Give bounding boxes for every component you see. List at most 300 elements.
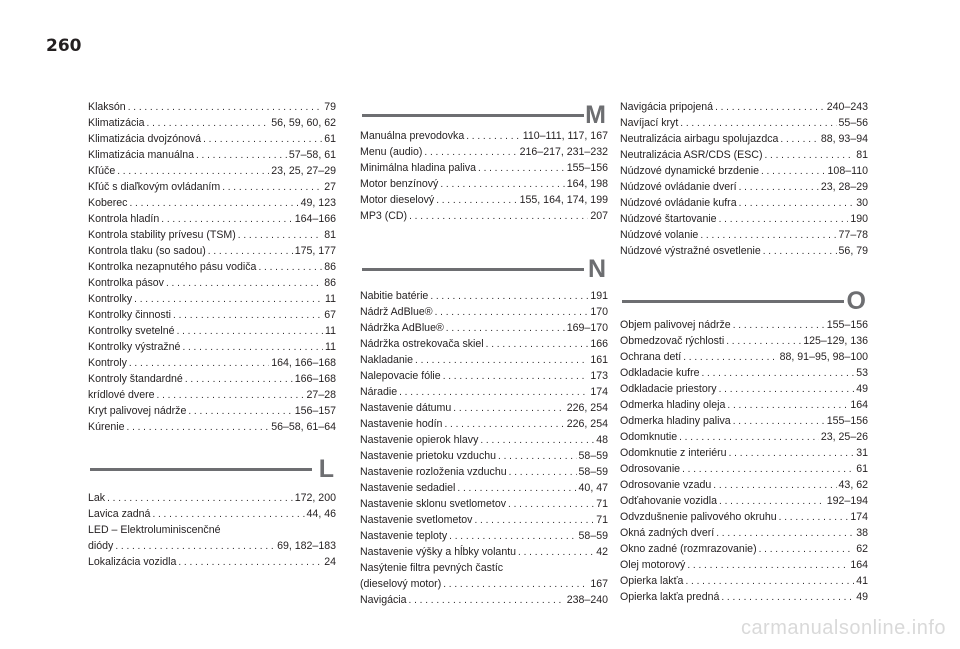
index-term: Nastavenie rozloženia vzduchu (360, 466, 507, 478)
index-entry (88, 339, 336, 355)
index-term: Nastavenie teploty (360, 530, 448, 542)
index-entry (360, 288, 608, 304)
index-term: Kúrenie (88, 421, 125, 433)
index-term: MP3 (CD) (360, 210, 408, 222)
index-term: Kontrola hladín (88, 213, 160, 225)
index-pages: 226, 254 (566, 418, 608, 430)
index-entry (88, 522, 336, 538)
dot-leader (424, 144, 517, 161)
index-term: Odvzdušnenie palivového okruhu (620, 511, 777, 523)
index-entry (88, 259, 336, 275)
index-entry (360, 128, 608, 144)
index-term: Okná zadných dverí (620, 527, 715, 539)
index-pages: 49 (856, 591, 868, 603)
index-pages: 170 (590, 306, 608, 318)
index-pages: 88, 91–95, 98–100 (779, 351, 868, 363)
index-pages: 31 (856, 447, 868, 459)
letter-heading-n (360, 254, 608, 284)
index-entry (360, 464, 608, 480)
index-term: Nádržka AdBlue® (360, 322, 444, 334)
index-pages: 61 (324, 133, 336, 145)
index-pages: 81 (324, 229, 336, 241)
index-entry (360, 544, 608, 560)
index-entry (360, 512, 608, 528)
index-pages: 164, 166–168 (271, 357, 336, 369)
index-pages: 58–59 (578, 466, 608, 478)
index-entry (620, 211, 868, 227)
index-term: Opierka lakťa (620, 575, 684, 587)
index-term: Kontrolky výstražné (88, 341, 181, 353)
index-entry (360, 432, 608, 448)
index-term: Kontrolky svetelné (88, 325, 175, 337)
index-entry (620, 333, 868, 349)
index-entry (88, 275, 336, 291)
section-rule (90, 468, 312, 471)
dot-leader (443, 576, 588, 593)
index-term: Klimatizácia manuálna (88, 149, 194, 161)
index-entry (620, 493, 868, 509)
index-entry (620, 99, 868, 115)
index-section-k (88, 99, 336, 435)
index-entry (360, 176, 608, 192)
index-entry (620, 477, 868, 493)
index-pages: 24 (324, 556, 336, 568)
index-entry (88, 387, 336, 403)
index-entry (88, 211, 336, 227)
dot-leader (739, 195, 855, 212)
section-rule (362, 268, 584, 271)
index-term: diódy (88, 540, 114, 552)
dot-leader (409, 592, 565, 609)
index-entry (360, 192, 608, 208)
index-pages: 207 (590, 210, 608, 222)
index-pages: 57–58, 61 (288, 149, 336, 161)
index-entry (88, 307, 336, 323)
index-term: Klimatizácia dvojzónová (88, 133, 202, 145)
index-term: Kontrolky (88, 293, 133, 305)
dot-leader (157, 387, 305, 404)
index-term: Neutralizácia airbagu spolujazdca (620, 133, 779, 145)
index-term: Núdzové štartovanie (620, 213, 717, 225)
index-pages: 238–240 (566, 594, 608, 606)
dot-leader (733, 317, 825, 334)
index-term: Menu (audio) (360, 146, 423, 158)
index-entry (360, 160, 608, 176)
index-entry (360, 528, 608, 544)
dot-leader (680, 115, 836, 132)
watermark: carmanualsonline.info (740, 617, 946, 639)
dot-leader (739, 179, 819, 196)
section-letter: O (846, 287, 866, 315)
index-pages: 55–56 (838, 117, 868, 129)
dot-leader (203, 131, 322, 148)
dot-leader (726, 333, 801, 350)
index-pages: 174 (590, 386, 608, 398)
index-pages: 23, 28–29 (820, 181, 868, 193)
index-term: Núdzové ovládanie dverí (620, 181, 737, 193)
dot-leader (127, 419, 270, 436)
dot-leader (486, 336, 589, 353)
dot-leader (478, 160, 565, 177)
index-entry (88, 195, 336, 211)
dot-leader (166, 275, 322, 292)
index-term: Motor dieselový (360, 194, 435, 206)
index-entry (360, 416, 608, 432)
index-term: Kontrola tlaku (so sadou) (88, 245, 206, 257)
dot-leader (719, 493, 825, 510)
page-number: 260 (46, 36, 82, 56)
index-pages: 226, 254 (566, 402, 608, 414)
index-pages: 41 (856, 575, 868, 587)
index-term: Nastavenie opierok hlavy (360, 434, 479, 446)
index-pages: 190 (850, 213, 868, 225)
index-pages: 155–156 (566, 162, 608, 174)
index-term: Odkladacie kufre (620, 367, 700, 379)
index-term: Lokalizácia vozidla (88, 556, 177, 568)
index-entry (88, 554, 336, 570)
index-term: Odťahovanie vozidla (620, 495, 718, 507)
index-pages: 161 (590, 354, 608, 366)
index-term: Nastavenie výšky a hĺbky volantu (360, 546, 517, 558)
dot-leader (443, 368, 589, 385)
index-entry (88, 291, 336, 307)
index-term: Nastavenie sedadiel (360, 482, 456, 494)
index-term: Navigácia (360, 594, 407, 606)
index-entry (620, 131, 868, 147)
index-pages: 164, 198 (566, 178, 608, 190)
index-term: Kryt palivovej nádrže (88, 405, 187, 417)
dot-leader (764, 147, 854, 164)
index-pages: 69, 182–183 (277, 540, 336, 552)
dot-leader (435, 304, 589, 321)
index-entry (360, 144, 608, 160)
index-term: Minimálna hladina paliva (360, 162, 477, 174)
index-pages: 27–28 (306, 389, 336, 401)
dot-leader (733, 413, 825, 430)
index-entry (88, 163, 336, 179)
index-entry (88, 323, 336, 339)
index-term: Núdzové dynamické brzdenie (620, 165, 759, 177)
index-pages: 173 (590, 370, 608, 382)
dot-leader (134, 291, 323, 308)
index-pages: 49, 123 (300, 197, 336, 209)
section-rule (622, 300, 844, 303)
index-term: krídlové dvere (88, 389, 155, 401)
index-section-l (88, 490, 336, 570)
index-pages: 11 (325, 341, 336, 353)
index-pages: 40, 47 (578, 482, 608, 494)
dot-leader (444, 416, 564, 433)
index-pages: 62 (856, 543, 868, 555)
index-entry (88, 115, 336, 131)
dot-leader (727, 397, 848, 414)
index-term: Olej motorový (620, 559, 686, 571)
dot-leader (761, 163, 826, 180)
index-entry (360, 368, 608, 384)
index-term: Lak (88, 492, 106, 504)
index-term: Nastavenie sklonu svetlometov (360, 498, 507, 510)
letter-heading-o (620, 286, 868, 316)
dot-leader (713, 477, 836, 494)
index-pages: 61 (856, 463, 868, 475)
index-term: Náradie (360, 386, 398, 398)
index-term: Okno zadné (rozmrazovanie) (620, 543, 757, 555)
dot-leader (446, 320, 565, 337)
index-pages: 56, 79 (838, 245, 868, 257)
dot-leader (129, 195, 298, 212)
index-term: Kontrolka nezapnutého pásu vodiča (88, 261, 257, 273)
index-term: Odrosovanie vzadu (620, 479, 712, 491)
dot-leader (117, 163, 269, 180)
index-pages: 48 (596, 434, 608, 446)
index-term: Lavica zadná (88, 508, 151, 520)
index-entry (360, 384, 608, 400)
index-term: Ochrana detí (620, 351, 682, 363)
index-section-o (620, 317, 868, 605)
index-pages: 164 (850, 559, 868, 571)
index-entry (620, 541, 868, 557)
index-pages: 49 (856, 383, 868, 395)
index-pages: 44, 46 (306, 508, 336, 520)
dot-leader (222, 179, 322, 196)
index-term: Kontrola stability prívesu (TSM) (88, 229, 236, 241)
index-entry (360, 592, 608, 608)
index-pages: 192–194 (826, 495, 868, 507)
dot-leader (518, 544, 594, 561)
index-term: Odkladacie priestory (620, 383, 717, 395)
dot-leader (173, 307, 322, 324)
index-pages: 56–58, 61–64 (271, 421, 336, 433)
index-pages: 43, 62 (838, 479, 868, 491)
section-letter: M (585, 101, 606, 129)
dot-leader (685, 573, 854, 590)
index-pages: 216–217, 231–232 (519, 146, 608, 158)
section-letter: L (318, 455, 334, 483)
index-pages: 191 (590, 290, 608, 302)
index-term: Kontroly (88, 357, 127, 369)
index-pages: 81 (856, 149, 868, 161)
dot-leader (182, 339, 323, 356)
index-pages: 11 (325, 325, 336, 337)
dot-leader (719, 381, 855, 398)
index-entry (360, 480, 608, 496)
index-pages: 23, 25, 27–29 (271, 165, 336, 177)
index-term: Kontrolka pásov (88, 277, 164, 289)
index-entry (88, 403, 336, 419)
index-entry (88, 371, 336, 387)
index-entry (88, 99, 336, 115)
dot-leader (152, 506, 304, 523)
index-pages: 79 (324, 101, 336, 113)
index-pages: 23, 25–26 (820, 431, 868, 443)
dot-leader (716, 525, 854, 542)
index-entry (620, 179, 868, 195)
index-entry (360, 400, 608, 416)
index-pages: 67 (324, 309, 336, 321)
index-entry (620, 445, 868, 461)
index-pages: 169–170 (566, 322, 608, 334)
index-term: Neutralizácia ASR/CDS (ESC) (620, 149, 763, 161)
index-entry (360, 496, 608, 512)
dot-leader (161, 211, 292, 228)
index-entry (88, 419, 336, 435)
index-term: Nabitie batérie (360, 290, 429, 302)
section-letter: N (587, 255, 606, 283)
index-entry (88, 179, 336, 195)
index-term: Nasýtenie filtra pevných častíc (360, 562, 504, 574)
dot-leader (719, 211, 849, 228)
dot-leader (196, 147, 287, 164)
dot-leader (715, 99, 825, 116)
index-section-m (360, 128, 608, 224)
section-rule (362, 114, 584, 117)
index-entry (360, 560, 608, 576)
dot-leader (466, 128, 521, 145)
index-pages: 155–156 (826, 415, 868, 427)
index-term: Obmedzovač rýchlosti (620, 335, 725, 347)
index-entry (620, 397, 868, 413)
dot-leader (759, 541, 855, 558)
index-entry (620, 227, 868, 243)
index-pages: 166–168 (294, 373, 336, 385)
dot-leader (679, 429, 819, 446)
index-term: Navíjací kryt (620, 117, 679, 129)
dot-leader (449, 528, 576, 545)
index-entry (620, 413, 868, 429)
index-pages: 11 (325, 293, 336, 305)
dot-leader (702, 365, 855, 382)
index-term: Manuálna prevodovka (360, 130, 465, 142)
index-pages: 58–59 (578, 530, 608, 542)
index-term: Opierka lakťa predná (620, 591, 720, 603)
index-entry (360, 304, 608, 320)
dot-leader (415, 352, 588, 369)
index-pages: 42 (596, 546, 608, 558)
dot-leader (729, 445, 855, 462)
index-entry (620, 163, 868, 179)
index-term: Motor benzínový (360, 178, 439, 190)
dot-leader (440, 176, 564, 193)
index-entry (360, 320, 608, 336)
dot-leader (480, 432, 594, 449)
index-term: Odrosovanie (620, 463, 681, 475)
index-entry (620, 381, 868, 397)
index-entry (88, 538, 336, 554)
dot-leader (147, 115, 270, 132)
dot-leader (238, 227, 322, 244)
index-pages: 125–129, 136 (803, 335, 868, 347)
index-term: Odomknutie z interiéru (620, 447, 727, 459)
index-pages: 240–243 (826, 101, 868, 113)
index-entry (620, 243, 868, 259)
index-pages: 71 (596, 498, 608, 510)
index-term: Klaksón (88, 101, 126, 113)
dot-leader (208, 243, 293, 260)
index-term: Navigácia pripojená (620, 101, 714, 113)
index-term: Nastavenie prietoku vzduchu (360, 450, 497, 462)
dot-leader (399, 384, 588, 401)
dot-leader (129, 355, 269, 372)
dot-leader (682, 461, 854, 478)
dot-leader (687, 557, 848, 574)
index-pages: 166 (590, 338, 608, 350)
letter-heading-m (360, 100, 608, 130)
dot-leader (779, 509, 849, 526)
index-term: Nádrž AdBlue® (360, 306, 433, 318)
index-pages: 88, 93–94 (820, 133, 868, 145)
index-term: Odomknutie (620, 431, 678, 443)
index-entry (620, 461, 868, 477)
index-term: Núdzové volanie (620, 229, 699, 241)
dot-leader (763, 243, 837, 260)
index-entry (620, 589, 868, 605)
dot-leader (409, 208, 588, 225)
index-term: Nakladanie (360, 354, 414, 366)
index-entry (620, 525, 868, 541)
dot-leader (128, 99, 323, 116)
index-entry (88, 355, 336, 371)
dot-leader (509, 464, 577, 481)
index-term: Klimatizácia (88, 117, 145, 129)
index-pages: 71 (596, 514, 608, 526)
index-pages: 56, 59, 60, 62 (271, 117, 336, 129)
index-pages: 164–166 (294, 213, 336, 225)
index-entry (88, 131, 336, 147)
dot-leader (115, 538, 275, 555)
letter-heading-l (88, 454, 336, 484)
index-pages: 164 (850, 399, 868, 411)
index-entry (620, 429, 868, 445)
index-pages: 155, 164, 174, 199 (519, 194, 608, 206)
index-entry (620, 317, 868, 333)
index-entry (88, 227, 336, 243)
index-entry (620, 195, 868, 211)
dot-leader (721, 589, 854, 606)
index-term: LED – Elektroluminiscenčné (88, 524, 221, 536)
dot-leader (185, 371, 293, 388)
index-term: Odmerka hladiny oleja (620, 399, 726, 411)
index-entry (620, 573, 868, 589)
index-pages: 174 (850, 511, 868, 523)
index-entry (620, 115, 868, 131)
dot-leader (457, 480, 576, 497)
index-term: Nastavenie svetlometov (360, 514, 473, 526)
index-section-n-continued (620, 99, 868, 259)
index-term: Nádržka ostrekovača skiel (360, 338, 484, 350)
index-pages: 86 (324, 261, 336, 273)
index-pages: 175, 177 (294, 245, 336, 257)
dot-leader (436, 192, 517, 209)
index-pages: 86 (324, 277, 336, 289)
index-term: Kontroly štandardné (88, 373, 183, 385)
index-entry (88, 243, 336, 259)
index-term: Núdzové ovládanie kufra (620, 197, 737, 209)
index-entry (620, 349, 868, 365)
dot-leader (107, 490, 293, 507)
index-entry (360, 208, 608, 224)
index-entry (88, 147, 336, 163)
index-term: (dieselový motor) (360, 578, 442, 590)
index-term: Nastavenie hodín (360, 418, 443, 430)
index-entry (360, 576, 608, 592)
index-pages: 155–156 (826, 319, 868, 331)
index-term: Kľúč s diaľkovým ovládaním (88, 181, 221, 193)
dot-leader (474, 512, 594, 529)
dot-leader (508, 496, 594, 513)
dot-leader (700, 227, 836, 244)
dot-leader (780, 131, 818, 148)
index-term: Nalepovacie fólie (360, 370, 441, 382)
